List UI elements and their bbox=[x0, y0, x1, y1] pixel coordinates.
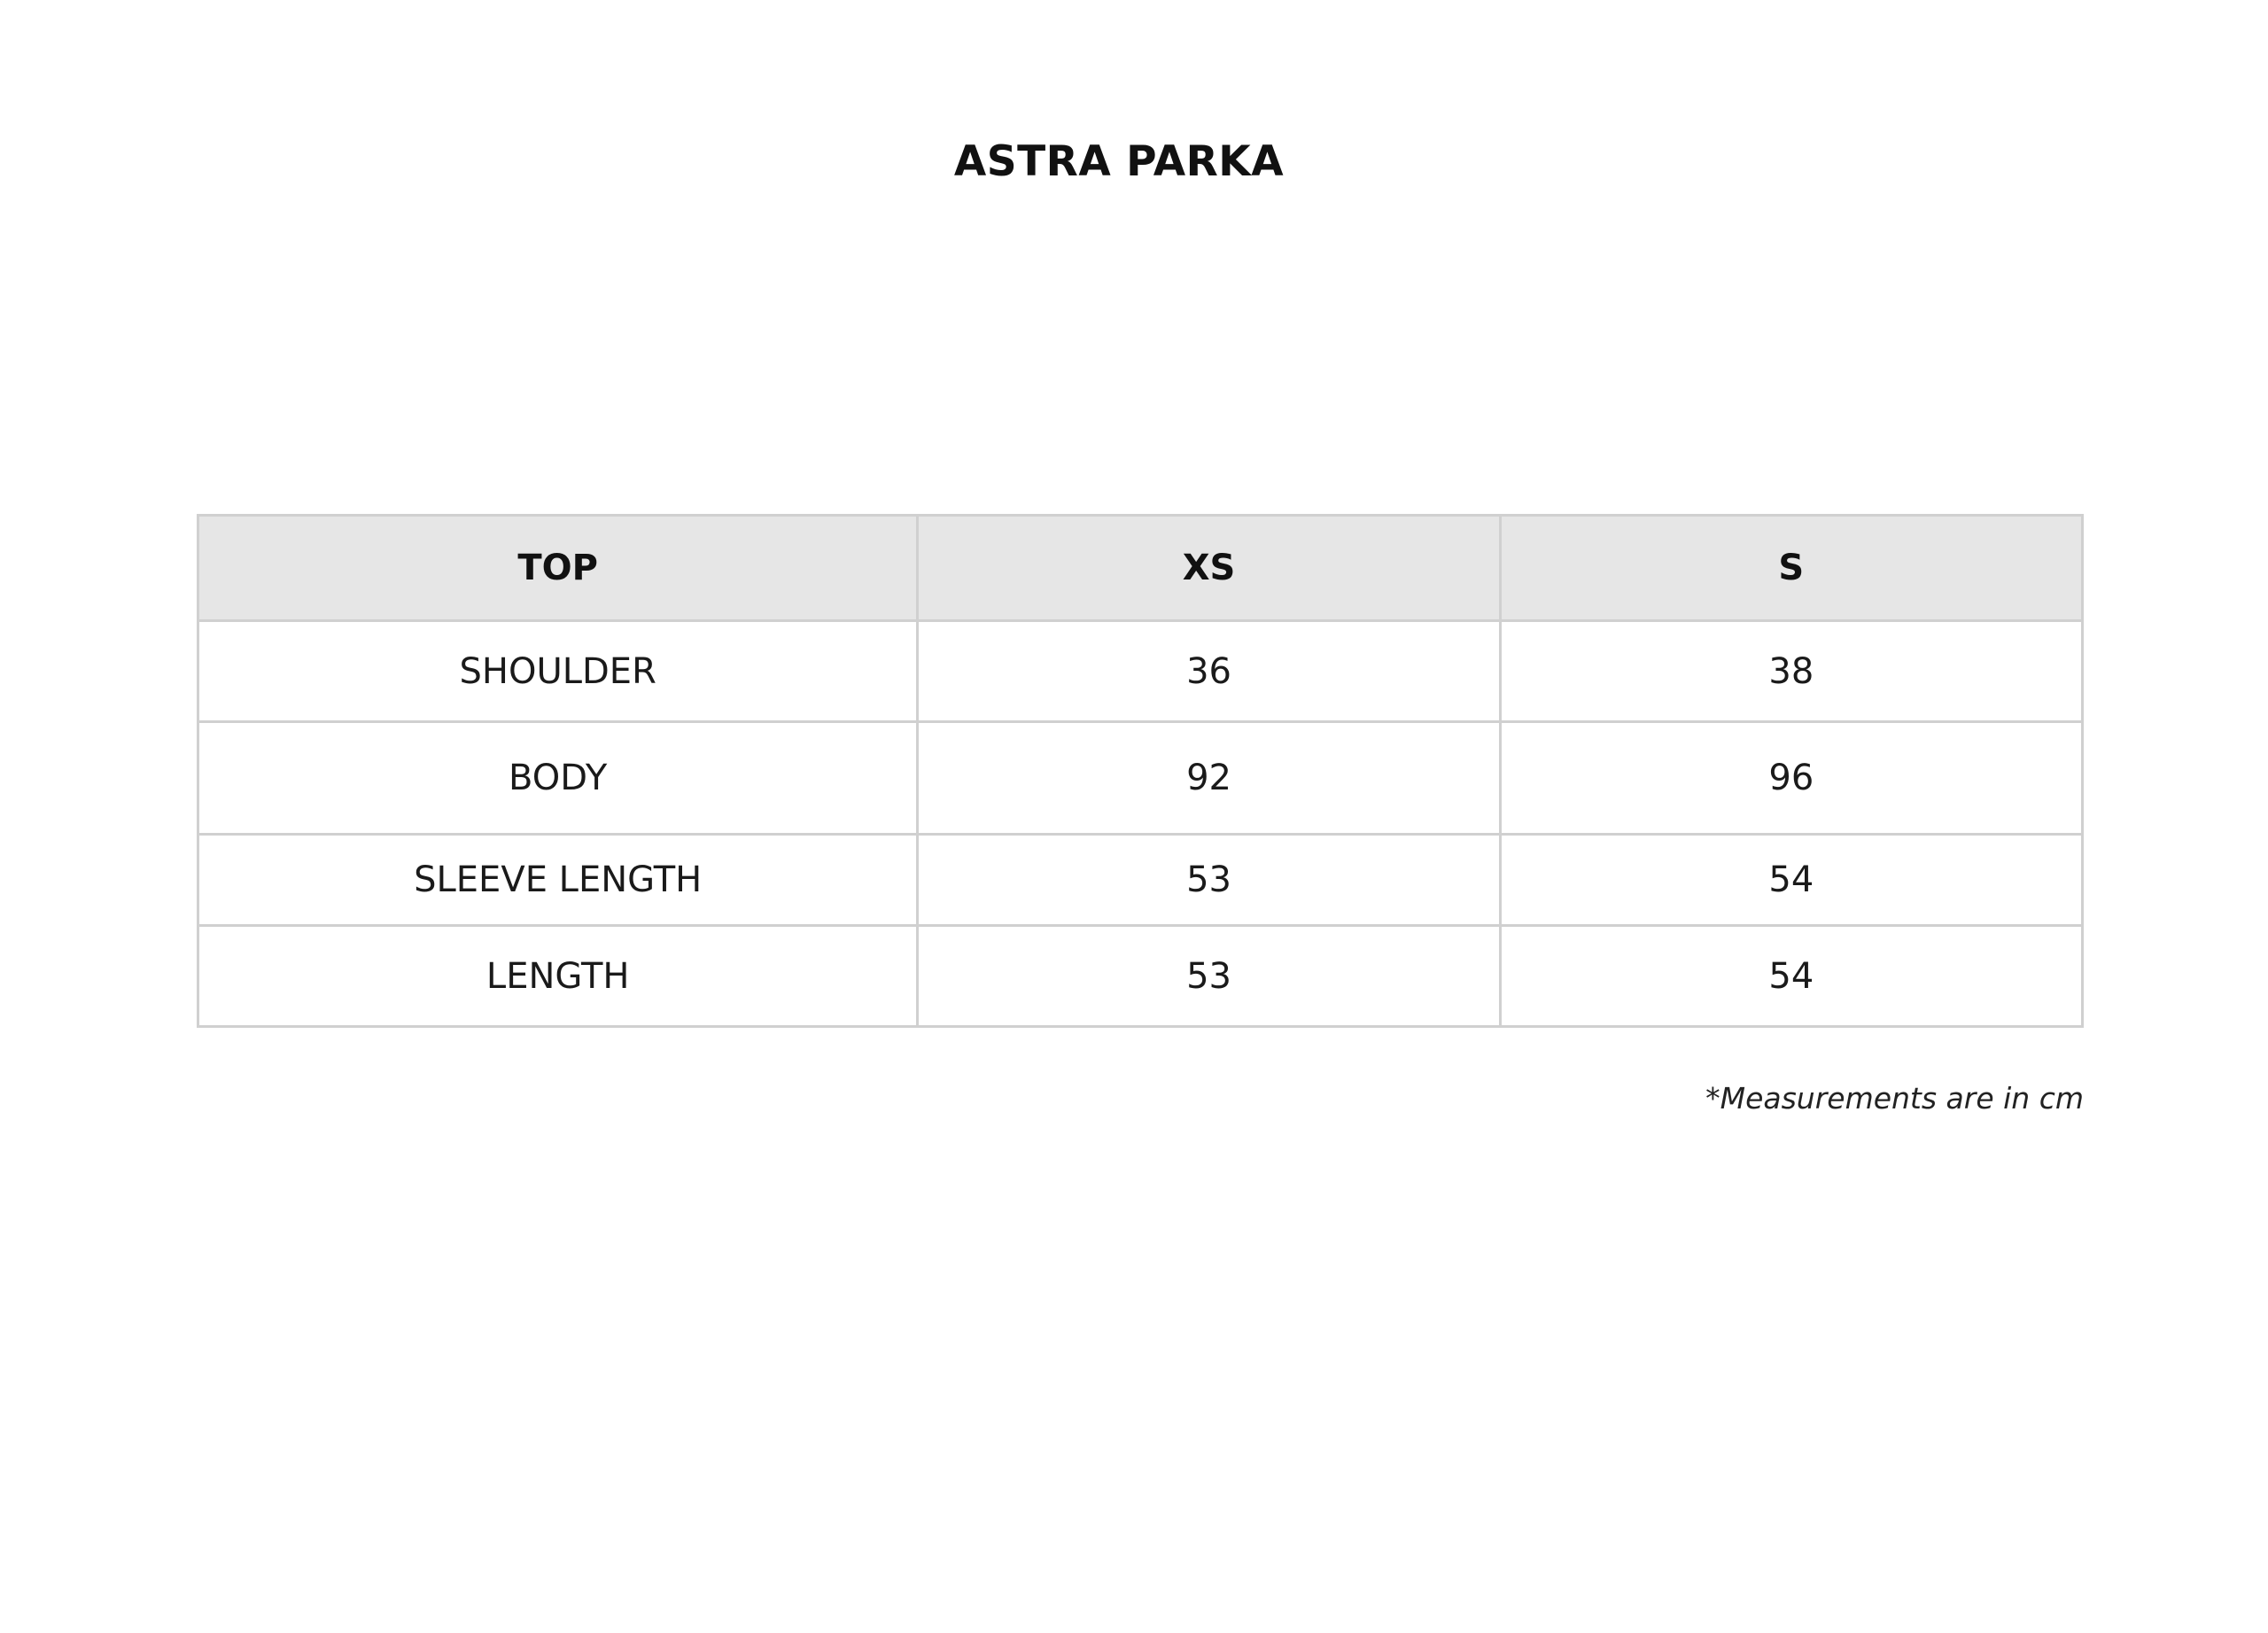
measurement-value-s: 54 bbox=[1500, 835, 2082, 926]
measurement-value-s: 38 bbox=[1500, 621, 2082, 722]
measurement-label: SLEEVE LENGTH bbox=[198, 835, 918, 926]
measurement-label: LENGTH bbox=[198, 926, 918, 1027]
measurement-value-s: 54 bbox=[1500, 926, 2082, 1027]
measurement-value-xs: 53 bbox=[918, 926, 1500, 1027]
size-chart-table bbox=[197, 514, 2084, 1028]
measurement-label: BODY bbox=[198, 722, 918, 835]
measurement-label: SHOULDER bbox=[198, 621, 918, 722]
measurement-value-xs: 53 bbox=[918, 835, 1500, 926]
table-row bbox=[198, 722, 2083, 835]
measurement-note: *Measurements are in cm bbox=[1705, 1081, 2084, 1116]
table-row bbox=[198, 621, 2083, 722]
measurement-value-xs: 36 bbox=[918, 621, 1500, 722]
header-cell-top: TOP bbox=[198, 516, 918, 621]
measurement-value-xs: 92 bbox=[918, 722, 1500, 835]
measurement-value-s: 96 bbox=[1500, 722, 2082, 835]
table-row bbox=[198, 835, 2083, 926]
page-title: ASTRA PARKA bbox=[953, 137, 1285, 186]
table-row bbox=[198, 926, 2083, 1027]
header-cell-s: S bbox=[1500, 516, 2082, 621]
table-header-row bbox=[198, 516, 2083, 621]
header-cell-xs: XS bbox=[918, 516, 1500, 621]
